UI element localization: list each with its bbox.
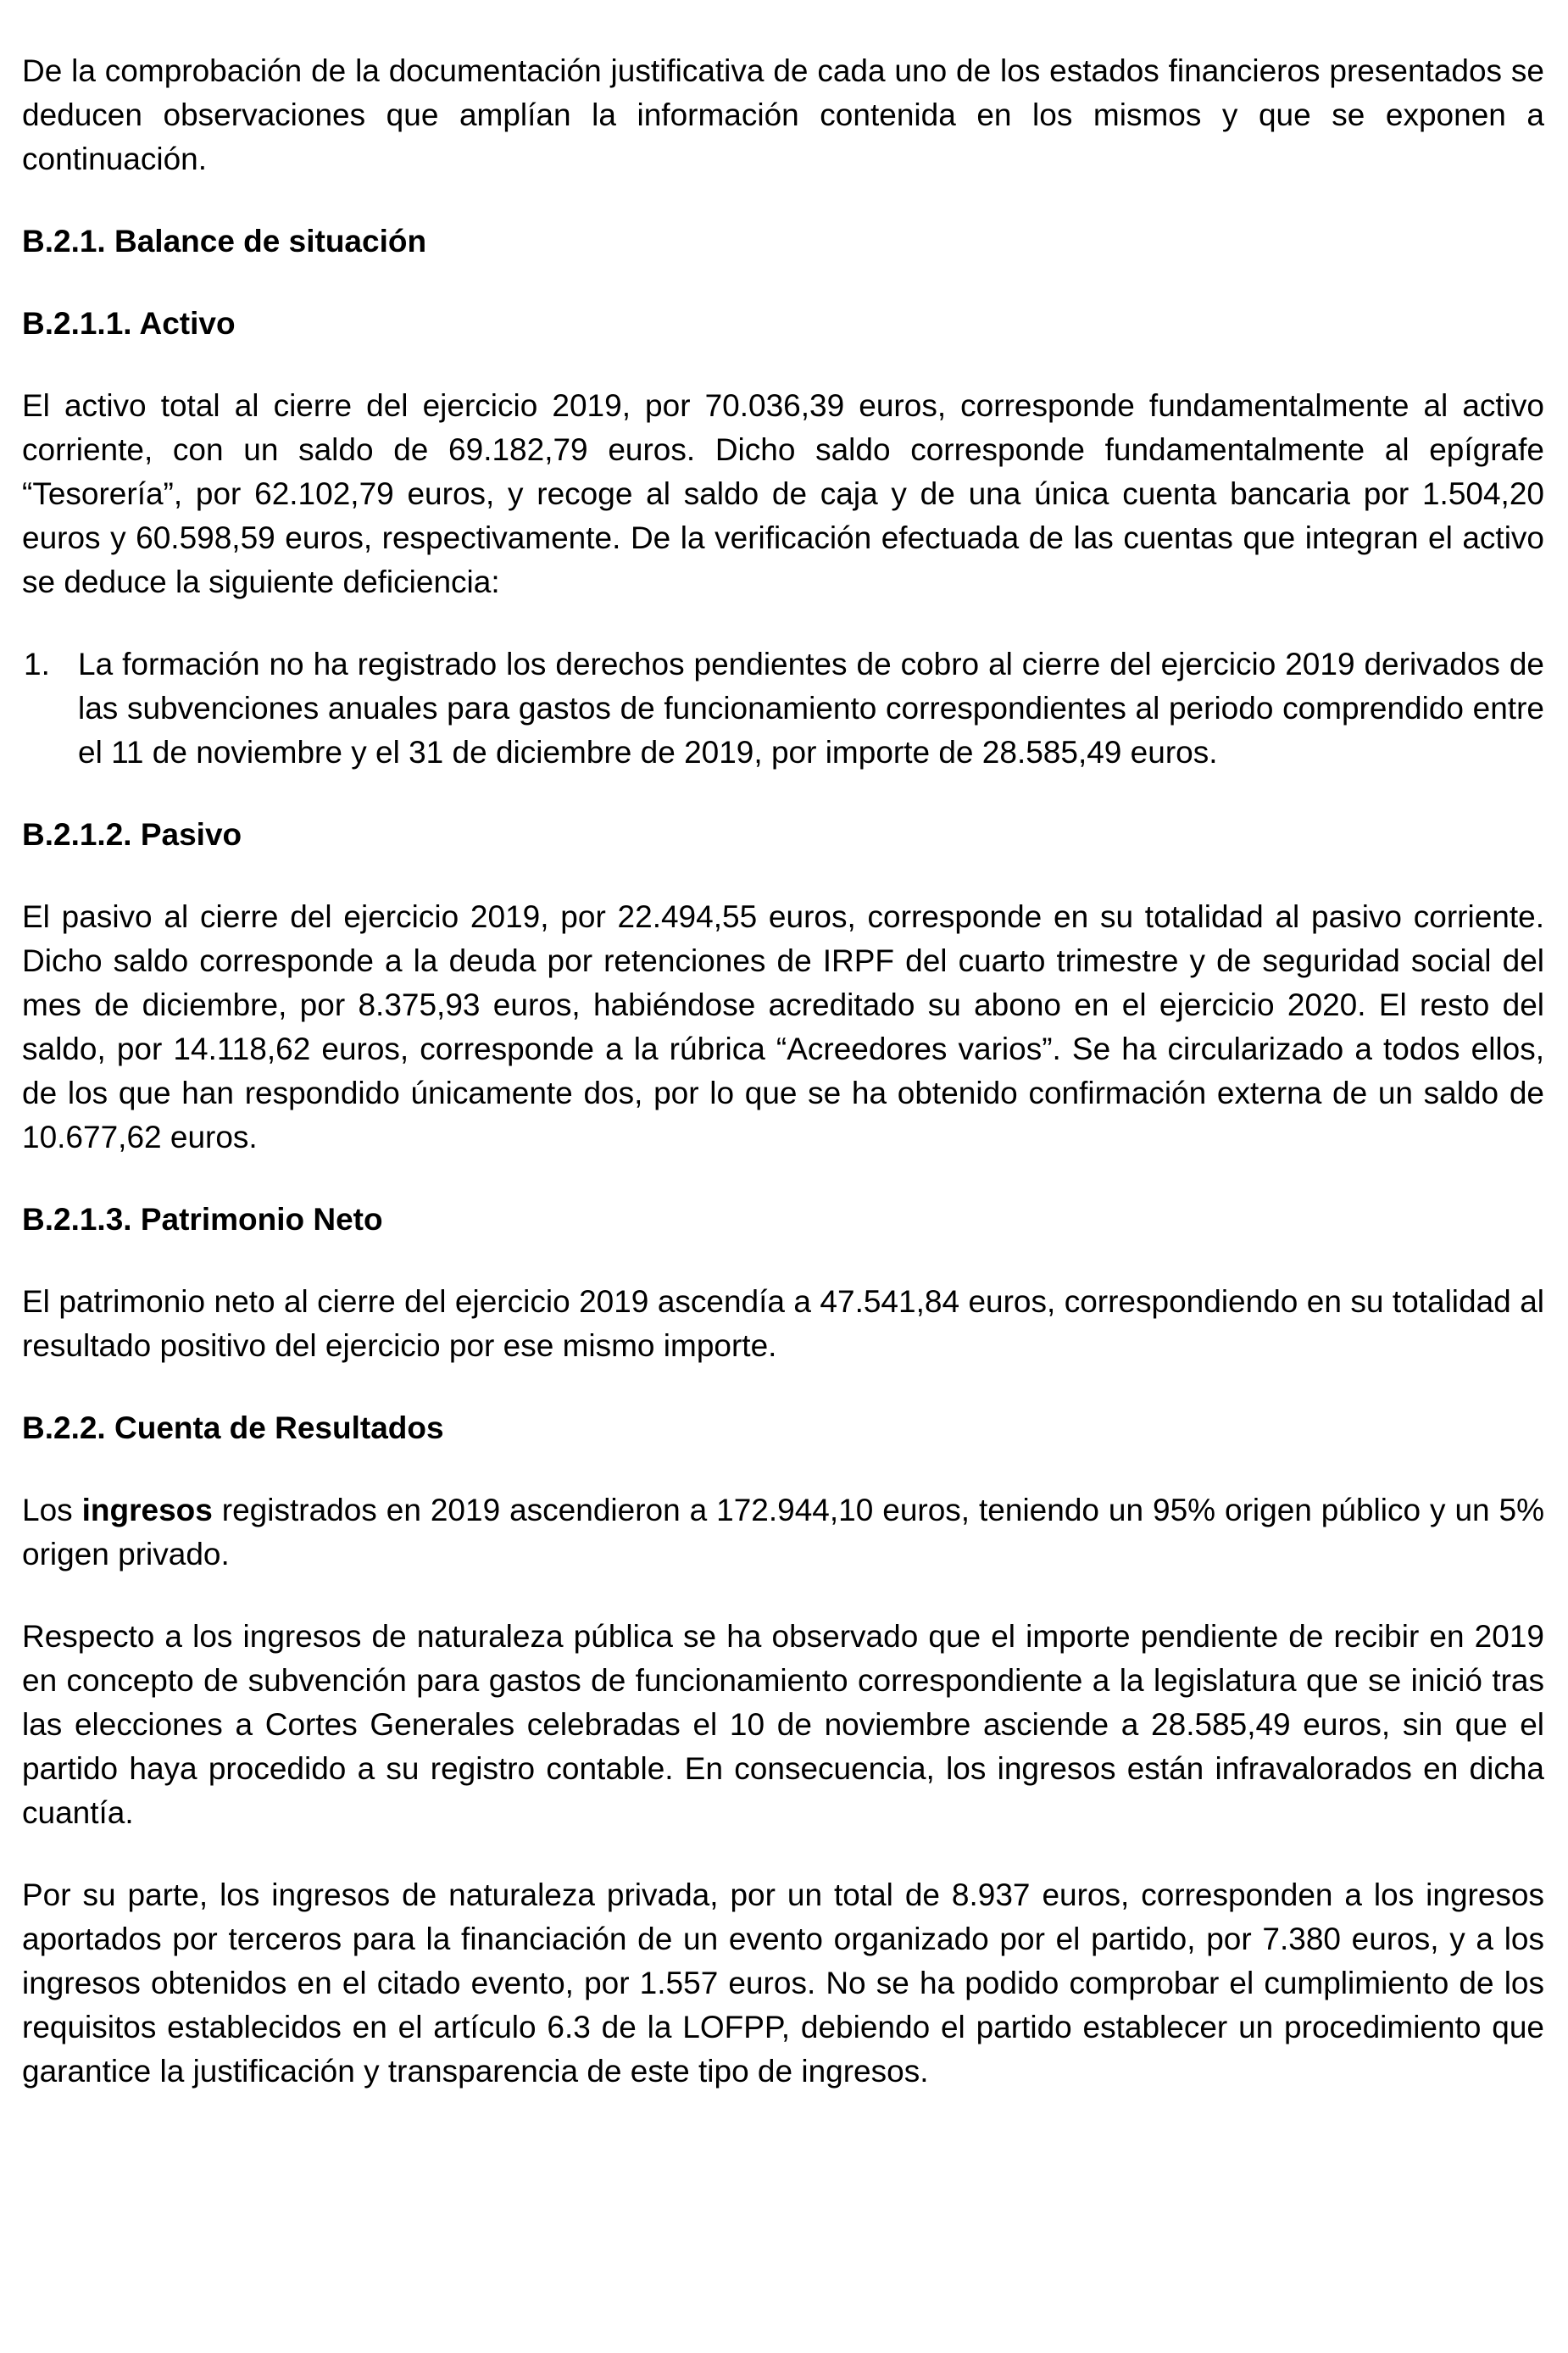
heading-cuenta-resultados: B.2.2. Cuenta de Resultados: [22, 1410, 444, 1445]
paragraph-activo: El activo total al cierre del ejercicio 2019, por 70.036,39 euros, corresponde fundamentalmente al activo corriente, con un saldo de 69.182,79 euros. Dicho saldo corresponde fundamentalmente al epígrafe “Tesorería”, por 62.102,79 euros, y recoge al saldo de caja y de una única cuenta bancaria por 1.504,20 euros y 60.598,59 euros, respectivamente. De la verificación efectuada de las cuentas que integran el activo se deduce la siguiente deficiencia:: [22, 388, 1544, 599]
paragraph-ingresos-bold-term: ingresos: [81, 1493, 213, 1527]
paragraph-intro: De la comprobación de la documentación justificativa de cada uno de los estados financieros presentados se deducen observaciones que amplían la información contenida en los mismos y que se exponen a continuación.: [22, 53, 1544, 176]
heading-pasivo: B.2.1.2. Pasivo: [22, 817, 242, 852]
paragraph-ingresos-post: registrados en 2019 ascendieron a 172.944,10 euros, teniendo un 95% origen público y un 5% origen privado.: [22, 1493, 1545, 1571]
paragraph-ingresos-pre: Los: [22, 1493, 82, 1527]
heading-activo: B.2.1.1. Activo: [22, 306, 236, 341]
list-item-1: [22, 642, 1544, 775]
paragraph-pasivo: El pasivo al cierre del ejercicio 2019, por 22.494,55 euros, corresponde en su totalidad al pasivo corriente. Dicho saldo corresponde a la deuda por retenciones de IRPF del cuarto trimestre y de seguridad social del mes de diciembre, por 8.375,93 euros, habiéndose acreditado su abono en el ejercicio 2020. El resto del saldo, por 14.118,62 euros, corresponde a la rúbrica “Acreedores varios”. Se ha circularizado a todos ellos, de los que han respondido únicamente dos, por lo que se ha obtenido confirmación externa de un saldo de 10.677,62 euros.: [22, 899, 1544, 1154]
heading-patrimonio-neto: B.2.1.3. Patrimonio Neto: [22, 1202, 383, 1237]
paragraph-ingresos-publicos: Respecto a los ingresos de naturaleza pública se ha observado que el importe pendiente de recibir en 2019 en concepto de subvención para gastos de funcionamiento correspondiente a la legislatura que se inició tras las elecciones a Cortes Generales celebradas el 10 de noviembre asciende a 28.585,49 euros, sin que el partido haya procedido a su registro contable. En consecuencia, los ingresos están infravalorados en dicha cuantía.: [22, 1619, 1544, 1830]
list-item-text: La formación no ha registrado los derechos pendientes de cobro al cierre del ejercicio 2019 derivados de las subvenciones anuales para gastos de funcionamiento correspondientes al periodo comprendido entre el 11 de noviembre y el 31 de diciembre de 2019, por importe de 28.585,49 euros.: [78, 647, 1544, 770]
paragraph-patrimonio-neto: El patrimonio neto al cierre del ejercicio 2019 ascendía a 47.541,84 euros, correspondiendo en su totalidad al resultado positivo del ejercicio por ese mismo importe.: [22, 1284, 1544, 1363]
paragraph-ingresos-privados: Por su parte, los ingresos de naturaleza privada, por un total de 8.937 euros, corresponden a los ingresos aportados por terceros para la financiación de un evento organizado por el partido, por 7.380 euros, y a los ingresos obtenidos en el citado evento, por 1.557 euros. No se ha podido comprobar el cumplimiento de los requisitos establecidos en el artículo 6.3 de la LOFPP, debiendo el partido establecer un procedimiento que garantice la justificación y transparencia de este tipo de ingresos.: [22, 1877, 1544, 2089]
list-item-marker: 1.: [24, 647, 50, 681]
paragraph-ingresos: [22, 1488, 1544, 1577]
heading-balance-situacion: B.2.1. Balance de situación: [22, 224, 427, 259]
